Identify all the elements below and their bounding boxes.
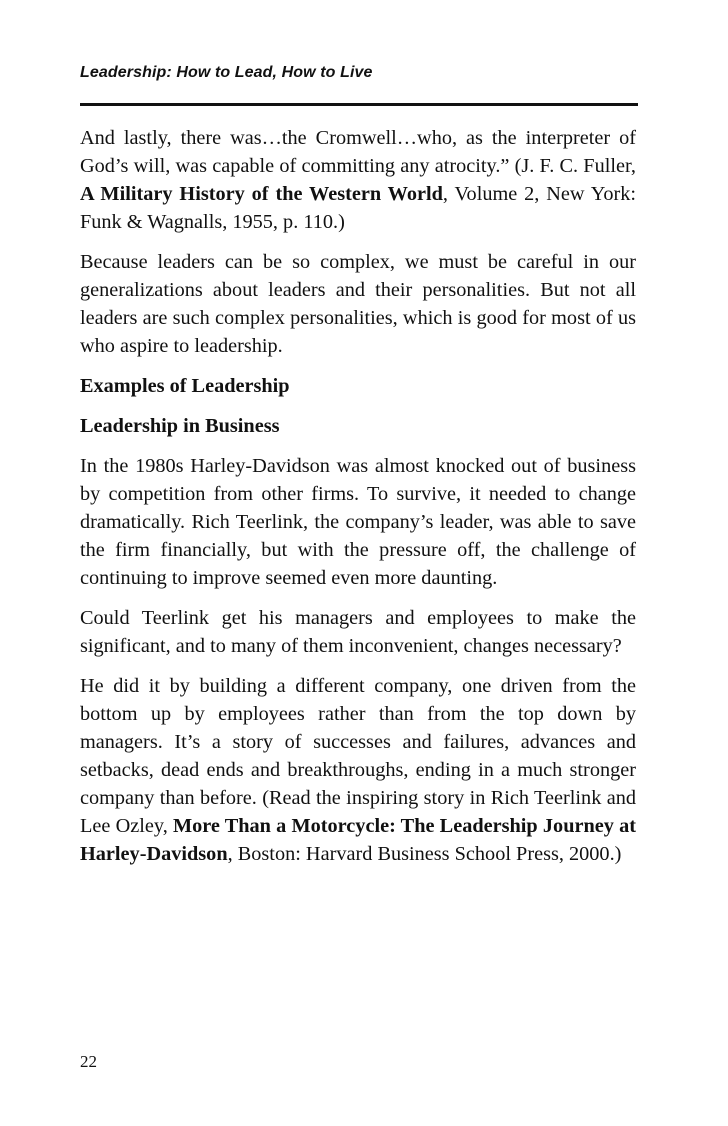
paragraph-teerlink-question: Could Teerlink get his managers and employees to make the significant, and to many of them inconvenient, changes necessary? — [80, 607, 636, 657]
paragraph-quote-citation — [80, 124, 636, 236]
page-body — [80, 124, 636, 880]
page-number: 22 — [80, 1052, 97, 1071]
paragraph-bottom-up — [80, 672, 636, 868]
paragraph-text: He did it by building a different company, one driven from the bottom up by employees rather than from the top down by managers. It’s a story of successes and failures, advances and setbacks, dead ends and breakthroughs, ending in a much stronger company than before. (Read the inspiring story in Rich Teerlink and Lee Ozley, — [80, 675, 636, 837]
paragraph-text: , Boston: Harvard Business School Press, 2000.) — [227, 843, 622, 865]
paragraph-text: , Volume 2, New York: Funk & Wagnalls, 1955, p. 110.) — [80, 183, 636, 233]
book-title-bold: More Than a Motorcycle: The Leadership Journey at Harley-Davidson — [80, 815, 636, 865]
section-heading-examples: Examples of Leadership — [80, 375, 290, 397]
running-head-title: Leadership: How to Lead, How to Live — [80, 64, 373, 81]
section-heading-business: Leadership in Business — [80, 415, 280, 437]
paragraph-complex-leaders: Because leaders can be so complex, we must be careful in our generalizations about leaders and their personalities. But not all leaders are such complex personalities, which is good for most of us who aspire to leadership. — [80, 251, 636, 357]
paragraph-text: And lastly, there was…the Cromwell…who, as the interpreter of God’s will, was capable of committing any atrocity.” (J. F. C. Fuller, — [80, 127, 636, 177]
paragraph-harley-davidson: In the 1980s Harley-Davidson was almost knocked out of business by competition from other firms. To survive, it needed to change dramatically. Rich Teerlink, the company’s leader, was able to save the firm financially, but with the pressure off, the challenge of continuing to improve seemed even more daunting. — [80, 455, 636, 589]
book-title-bold: A Military History of the Western World — [80, 183, 443, 205]
header-rule — [80, 103, 638, 106]
